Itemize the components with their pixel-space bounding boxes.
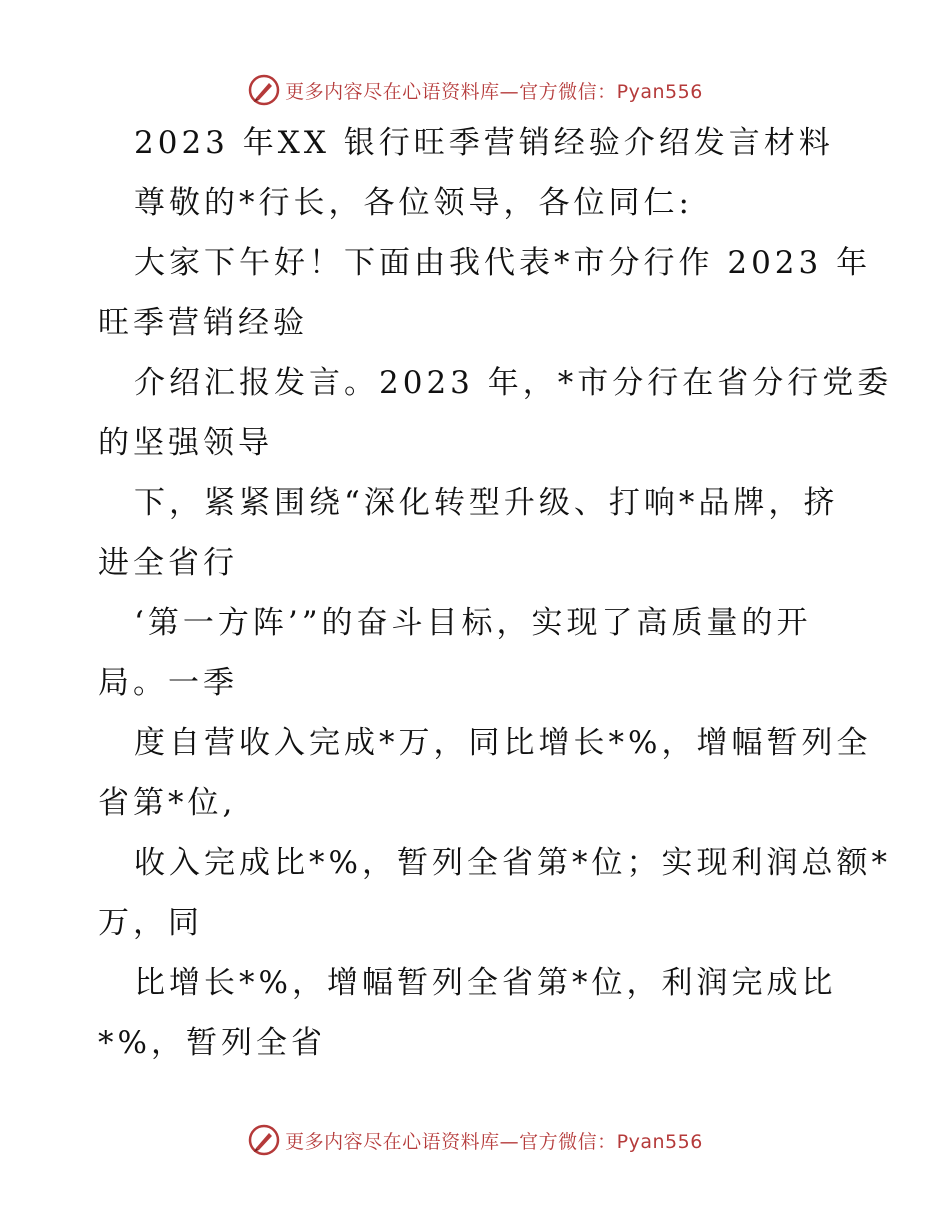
paragraph-line: 万，同 <box>98 905 203 941</box>
paragraph-line: 的坚强领导 <box>98 425 273 461</box>
paragraph-line: 下，紧紧围绕“深化转型升级、打响*品牌，挤 <box>134 485 839 521</box>
paragraph-line: 进全省行 <box>98 545 238 581</box>
salutation: 尊敬的*行长，各位领导，各位同仁: <box>134 185 693 221</box>
watermark-text: 更多内容尽在心语资料库—官方微信：Pyan556 <box>285 1130 703 1153</box>
paragraph-line: 旺季营销经验 <box>98 305 308 341</box>
paragraph-line: 度自营收入完成*万，同比增长*%，增幅暂列全 <box>134 725 872 761</box>
paragraph-line: *%，暂列全省 <box>98 1025 326 1061</box>
paragraph-line: 大家下午好！下面由我代表*市分行作 2023 年 <box>134 245 872 281</box>
paragraph-line: 介绍汇报发言。2023 年，*市分行在省分行党委 <box>134 365 893 401</box>
watermark-text: 更多内容尽在心语资料库—官方微信：Pyan556 <box>285 80 703 103</box>
pen-logo-icon <box>247 1123 281 1157</box>
watermark-banner-top <box>0 70 950 110</box>
paragraph-line: ‘第一方阵’”的奋斗目标，实现了高质量的开 <box>134 605 812 641</box>
paragraph-line: 局。一季 <box>98 665 238 701</box>
document-title: 2023 年XX 银行旺季营销经验介绍发言材料 <box>134 125 834 161</box>
paragraph-line: 收入完成比*%，暂列全省第*位；实现利润总额* <box>134 845 891 881</box>
paragraph-line: 比增长*%，增幅暂列全省第*位，利润完成比 <box>134 965 837 1001</box>
pen-logo-icon <box>247 73 281 107</box>
watermark-banner-bottom <box>0 1120 950 1160</box>
paragraph-line: 省第*位, <box>98 785 237 821</box>
